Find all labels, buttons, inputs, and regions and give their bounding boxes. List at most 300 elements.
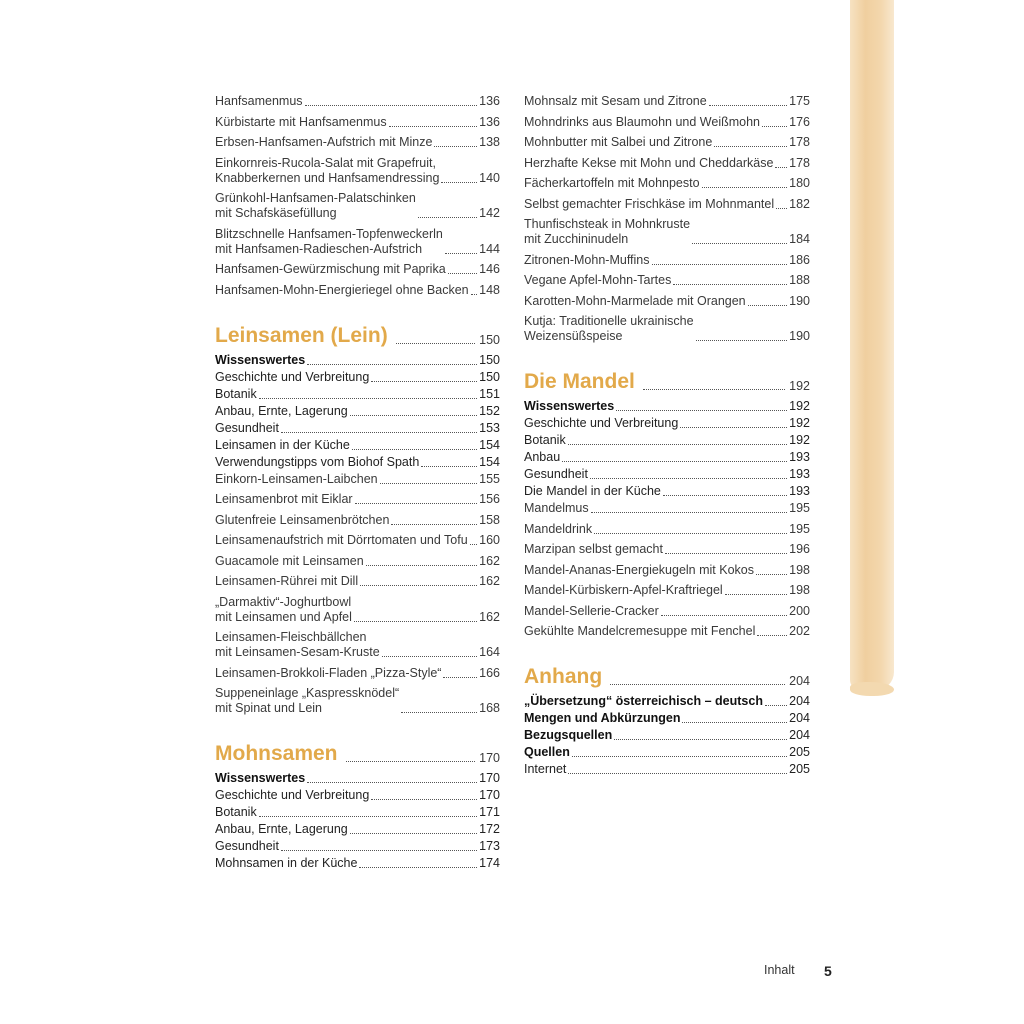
page-ref: 146 bbox=[479, 262, 500, 276]
page-ref: 138 bbox=[479, 135, 500, 149]
section-heading bbox=[524, 665, 810, 689]
page-ref: 193 bbox=[789, 484, 810, 498]
page-ref: 162 bbox=[479, 574, 500, 588]
entry-title-line: Quellen bbox=[524, 745, 570, 759]
entry-title-line: Erbsen-Hanfsamen-Aufstrich mit Minze bbox=[215, 135, 433, 149]
page-ref: 186 bbox=[789, 252, 810, 267]
entry-title bbox=[524, 115, 760, 130]
toc-entry[interactable] bbox=[524, 197, 810, 212]
page-ref: 190 bbox=[789, 293, 810, 308]
page-number: 5 bbox=[824, 963, 832, 979]
page-ref: 170 bbox=[479, 751, 500, 765]
entry-title-line: Einkornreis-Rucola-Salat mit Grapefruit, bbox=[215, 155, 436, 170]
page-ref: 196 bbox=[789, 542, 810, 556]
dot-leader bbox=[709, 105, 787, 106]
toc-subentry[interactable] bbox=[215, 856, 500, 871]
entry-title bbox=[215, 404, 348, 419]
dot-leader bbox=[259, 816, 477, 817]
entry-title bbox=[524, 728, 612, 743]
toc-entry[interactable] bbox=[215, 595, 500, 625]
page-ref: 204 bbox=[789, 728, 810, 742]
dot-leader bbox=[776, 208, 787, 209]
entry-title bbox=[215, 472, 378, 487]
page-ref: 205 bbox=[789, 745, 810, 759]
toc-right-column bbox=[524, 94, 810, 779]
page-ref: 178 bbox=[789, 135, 810, 149]
entry-title-line: Herzhafte Kekse mit Mohn und Cheddarkäse bbox=[524, 155, 774, 170]
toc-entry[interactable] bbox=[524, 294, 810, 309]
entry-title bbox=[524, 745, 570, 760]
toc-entry[interactable] bbox=[524, 542, 810, 557]
entry-title bbox=[215, 805, 257, 820]
toc-subentry[interactable] bbox=[524, 728, 810, 743]
entry-title bbox=[215, 595, 352, 625]
entry-title bbox=[524, 484, 661, 499]
entry-title-line: Leinsamen-Rührei mit Dill bbox=[215, 574, 359, 588]
page-ref: 170 bbox=[479, 788, 500, 802]
dot-leader bbox=[307, 782, 477, 783]
page-ref: 192 bbox=[789, 379, 810, 393]
entry-title bbox=[524, 542, 663, 557]
dot-leader bbox=[568, 773, 787, 774]
entry-title-line: Botanik bbox=[215, 805, 257, 819]
entry-title-line: „Übersetzung“ österreichisch – deutsch bbox=[524, 694, 763, 708]
entry-title-line: Glutenfreie Leinsamenbrötchen bbox=[215, 512, 390, 527]
page-ref: 164 bbox=[479, 645, 500, 659]
toc-subentry[interactable] bbox=[215, 387, 500, 402]
dot-leader bbox=[775, 167, 787, 168]
dot-leader bbox=[350, 833, 477, 834]
dot-leader bbox=[443, 677, 477, 678]
entry-title-line: Wissenswertes bbox=[215, 352, 306, 367]
entry-title bbox=[524, 416, 678, 431]
entry-title bbox=[215, 771, 305, 786]
entry-title bbox=[524, 711, 680, 726]
entry-title bbox=[215, 686, 399, 716]
toc-entry[interactable] bbox=[215, 513, 500, 528]
entry-title-line: Leinsamenbrot mit Eiklar bbox=[215, 492, 353, 506]
dot-leader bbox=[352, 449, 477, 450]
toc-subentry[interactable] bbox=[215, 839, 500, 854]
entry-title-line: Mohndrinks aus Blaumohn und Weißmohn bbox=[524, 114, 761, 129]
page-ref: 150 bbox=[479, 352, 500, 367]
entry-title bbox=[215, 492, 353, 507]
entry-title bbox=[215, 262, 446, 277]
entry-title-line: Die Mandel in der Küche bbox=[524, 484, 661, 498]
toc-entry[interactable] bbox=[524, 604, 810, 619]
entry-title bbox=[215, 574, 358, 589]
entry-title-line: Verwendungstipps vom Biohof Spath bbox=[215, 454, 420, 469]
page-ref: 173 bbox=[479, 839, 500, 853]
entry-title-line: Internet bbox=[524, 762, 567, 776]
entry-title bbox=[524, 197, 774, 212]
dot-leader bbox=[421, 466, 477, 467]
toc-entry[interactable] bbox=[215, 262, 500, 277]
toc-entry[interactable] bbox=[215, 686, 500, 716]
dot-leader bbox=[418, 217, 477, 218]
dot-leader bbox=[259, 398, 477, 399]
dot-leader bbox=[652, 264, 788, 265]
toc-entry[interactable] bbox=[215, 227, 500, 257]
dot-leader bbox=[382, 656, 477, 657]
entry-title bbox=[215, 227, 443, 257]
toc-entry[interactable] bbox=[215, 492, 500, 507]
entry-title bbox=[524, 694, 763, 709]
entry-title-line: Leinsamenaufstrich mit Dörrtomaten und Tofu bbox=[215, 533, 468, 547]
dot-leader bbox=[448, 273, 478, 274]
toc-subentry[interactable] bbox=[524, 762, 810, 777]
entry-title bbox=[215, 191, 416, 221]
entry-title bbox=[215, 387, 257, 402]
entry-title-line: Mohnbutter mit Salbei und Zitrone bbox=[524, 135, 713, 149]
entry-title bbox=[215, 630, 380, 660]
page-ref: 150 bbox=[479, 369, 500, 384]
toc-entry[interactable] bbox=[524, 94, 810, 109]
dot-leader bbox=[380, 483, 478, 484]
toc-subentry[interactable] bbox=[215, 788, 500, 803]
entry-title-line: Mandel-Sellerie-Cracker bbox=[524, 603, 659, 618]
toc-entry[interactable] bbox=[524, 624, 810, 639]
dot-leader bbox=[281, 850, 477, 851]
page-ref: 180 bbox=[789, 176, 810, 190]
page-ref: 192 bbox=[789, 399, 810, 413]
page-ref: 162 bbox=[479, 553, 500, 568]
toc-entry[interactable] bbox=[215, 472, 500, 487]
dot-leader bbox=[470, 544, 477, 545]
page-ref: 192 bbox=[789, 433, 810, 447]
dot-leader bbox=[614, 739, 787, 740]
entry-title bbox=[215, 822, 348, 837]
entry-title-line: Weizensüßspeise bbox=[524, 329, 623, 343]
entry-title-line: Mandel-Kürbiskern-Apfel-Kraftriegel bbox=[524, 583, 723, 597]
entry-title bbox=[524, 156, 773, 171]
entry-title-line: Marzipan selbst gemacht bbox=[524, 542, 663, 556]
entry-title bbox=[524, 294, 746, 309]
dot-leader bbox=[360, 585, 477, 586]
dot-leader bbox=[281, 432, 477, 433]
entry-title-line: Mohnsamen in der Küche bbox=[215, 856, 358, 870]
entry-title bbox=[524, 762, 566, 777]
dot-leader bbox=[725, 594, 787, 595]
dot-leader bbox=[366, 565, 477, 566]
page-ref: 160 bbox=[479, 533, 500, 547]
entry-title bbox=[215, 438, 350, 453]
toc-entry[interactable] bbox=[215, 666, 500, 681]
entry-title bbox=[524, 314, 694, 344]
entry-title-line: Mandel-Ananas-Energiekugeln mit Kokos bbox=[524, 562, 754, 577]
toc-entry[interactable] bbox=[215, 135, 500, 150]
entry-title-line: Geschichte und Verbreitung bbox=[215, 369, 370, 384]
dot-leader bbox=[748, 305, 788, 306]
toc-entry[interactable] bbox=[215, 191, 500, 221]
section-title: Leinsamen (Lein) bbox=[215, 323, 388, 347]
dot-leader bbox=[371, 381, 477, 382]
dot-leader bbox=[594, 533, 787, 534]
dot-leader bbox=[359, 867, 477, 868]
dot-leader bbox=[355, 503, 478, 504]
page-ref: 198 bbox=[789, 562, 810, 577]
toc-left-column bbox=[215, 94, 500, 873]
entry-title-line: Suppeneinlage „Kaspressknödel“ bbox=[215, 686, 400, 700]
toc-subentry[interactable] bbox=[524, 745, 810, 760]
page-ref: 192 bbox=[789, 416, 810, 430]
toc-subentry[interactable] bbox=[524, 399, 810, 414]
entry-title-line: mit Hanfsamen-Radieschen-Aufstrich bbox=[215, 241, 423, 256]
toc-entry[interactable] bbox=[524, 501, 810, 516]
toc-entry[interactable] bbox=[524, 273, 810, 288]
entry-title bbox=[524, 501, 589, 516]
entry-title-line: Botanik bbox=[524, 433, 566, 447]
footer-label: Inhalt bbox=[764, 963, 795, 977]
toc-subentry[interactable] bbox=[524, 694, 810, 709]
entry-title-line: Gesundheit bbox=[215, 420, 279, 435]
entry-title-line: Leinsamen-Brokkoli-Fladen „Pizza-Style“ bbox=[215, 665, 442, 680]
page-ref: 198 bbox=[789, 583, 810, 597]
entry-title-line: mit Schafskäsefüllung bbox=[215, 206, 337, 220]
page-ref: 200 bbox=[789, 603, 810, 618]
toc-entry[interactable] bbox=[524, 583, 810, 598]
entry-title bbox=[215, 421, 279, 436]
entry-title bbox=[215, 856, 357, 871]
dot-leader bbox=[610, 684, 785, 685]
toc-entry[interactable] bbox=[215, 156, 500, 186]
dot-leader bbox=[696, 340, 788, 341]
dot-leader bbox=[665, 553, 787, 554]
entry-title bbox=[524, 253, 650, 268]
entry-title-line: „Darmaktiv“-Joghurtbowl bbox=[215, 594, 352, 609]
dot-leader bbox=[354, 621, 477, 622]
entry-title bbox=[524, 399, 614, 414]
entry-title bbox=[524, 94, 707, 109]
entry-title-line: Zitronen-Mohn-Muffins bbox=[524, 252, 650, 267]
dot-leader bbox=[346, 761, 476, 762]
entry-title bbox=[524, 522, 592, 537]
decorative-brush-stroke bbox=[850, 0, 894, 690]
page-ref: 204 bbox=[789, 674, 810, 688]
entry-title bbox=[524, 135, 712, 150]
dot-leader bbox=[714, 146, 787, 147]
toc-subentry[interactable] bbox=[524, 711, 810, 726]
entry-title-line: Einkorn-Leinsamen-Laibchen bbox=[215, 471, 378, 486]
entry-title-line: Leinsamen in der Küche bbox=[215, 437, 350, 452]
dot-leader bbox=[562, 461, 787, 462]
entry-title-line: Leinsamen-Fleischbällchen bbox=[215, 630, 367, 644]
dot-leader bbox=[401, 712, 477, 713]
toc-entry[interactable] bbox=[215, 94, 500, 109]
entry-title-line: Wissenswertes bbox=[524, 399, 615, 413]
toc-subentry[interactable] bbox=[524, 416, 810, 431]
toc-subentry[interactable] bbox=[215, 421, 500, 436]
entry-title bbox=[215, 370, 369, 385]
entry-title bbox=[215, 839, 279, 854]
toc-subentry[interactable] bbox=[215, 822, 500, 837]
dot-leader bbox=[445, 253, 477, 254]
page-ref: 158 bbox=[479, 512, 500, 527]
page-ref: 144 bbox=[479, 241, 500, 256]
dot-leader bbox=[663, 495, 787, 496]
dot-leader bbox=[307, 364, 477, 365]
toc-entry[interactable] bbox=[215, 283, 500, 298]
entry-title-line: Guacamole mit Leinsamen bbox=[215, 553, 364, 568]
toc-entry[interactable] bbox=[215, 554, 500, 569]
entry-title bbox=[215, 533, 468, 548]
entry-title-line: Mengen und Abkürzungen bbox=[524, 711, 681, 725]
toc-entry[interactable] bbox=[524, 314, 810, 344]
entry-title-line: Fächerkartoffeln mit Mohnpesto bbox=[524, 176, 700, 190]
entry-title bbox=[215, 156, 439, 186]
dot-leader bbox=[389, 126, 478, 127]
dot-leader bbox=[371, 799, 477, 800]
toc-entry[interactable] bbox=[215, 574, 500, 589]
entry-title-line: Anbau, Ernte, Lagerung bbox=[215, 403, 348, 418]
entry-title-line: Geschichte und Verbreitung bbox=[524, 416, 679, 430]
entry-title bbox=[215, 666, 441, 681]
page-ref: 204 bbox=[789, 694, 810, 708]
entry-title-line: Mohnsalz mit Sesam und Zitrone bbox=[524, 94, 707, 108]
entry-title-line: mit Leinsamen und Apfel bbox=[215, 609, 352, 624]
entry-title bbox=[524, 563, 754, 578]
dot-leader bbox=[441, 182, 477, 183]
entry-title-line: Mandeldrink bbox=[524, 521, 593, 536]
dot-leader bbox=[643, 389, 785, 390]
toc-entry[interactable] bbox=[524, 135, 810, 150]
dot-leader bbox=[391, 524, 477, 525]
entry-title bbox=[215, 788, 369, 803]
page-ref: 205 bbox=[789, 762, 810, 776]
page-ref: 152 bbox=[479, 403, 500, 418]
page-ref: 178 bbox=[789, 155, 810, 170]
dot-leader bbox=[682, 722, 787, 723]
entry-title-line: Bezugsquellen bbox=[524, 728, 613, 742]
page-ref: 188 bbox=[789, 273, 810, 287]
entry-title bbox=[524, 450, 560, 465]
entry-title-line: Grünkohl-Hanfsamen-Palatschinken bbox=[215, 191, 416, 205]
toc-subentry[interactable] bbox=[524, 450, 810, 465]
toc-subentry[interactable] bbox=[215, 771, 500, 786]
dot-leader bbox=[568, 444, 787, 445]
page-ref: 195 bbox=[789, 501, 810, 515]
page-ref: 154 bbox=[479, 437, 500, 452]
entry-title bbox=[524, 604, 659, 619]
entry-title bbox=[524, 583, 723, 598]
toc-entry[interactable] bbox=[524, 176, 810, 191]
page-ref: 170 bbox=[479, 771, 500, 785]
page-ref: 193 bbox=[789, 450, 810, 464]
entry-title bbox=[215, 353, 305, 368]
dot-leader bbox=[471, 294, 478, 295]
entry-title-line: Hanfsamen-Mohn-Energieriegel ohne Backen bbox=[215, 282, 469, 297]
toc-subentry[interactable] bbox=[524, 467, 810, 482]
entry-title bbox=[524, 624, 755, 639]
toc-entry[interactable] bbox=[524, 217, 810, 247]
entry-title-line: Kürbistarte mit Hanfsamenmus bbox=[215, 114, 387, 129]
dot-leader bbox=[396, 343, 475, 344]
page-ref: 136 bbox=[479, 114, 500, 129]
toc-subentry[interactable] bbox=[215, 370, 500, 385]
dot-leader bbox=[591, 512, 788, 513]
entry-title-line: Gekühlte Mandelcremesuppe mit Fenchel bbox=[524, 624, 756, 638]
toc-entry[interactable] bbox=[215, 630, 500, 660]
entry-title-line: Wissenswertes bbox=[215, 771, 306, 785]
page-ref: 202 bbox=[789, 624, 810, 638]
dot-leader bbox=[661, 615, 787, 616]
dot-leader bbox=[350, 415, 477, 416]
toc-subentry[interactable] bbox=[524, 484, 810, 499]
dot-leader bbox=[762, 126, 787, 127]
toc-entry[interactable] bbox=[524, 253, 810, 268]
page-ref: 172 bbox=[479, 822, 500, 836]
section-heading bbox=[215, 324, 500, 348]
dot-leader bbox=[756, 574, 787, 575]
entry-title-line: Botanik bbox=[215, 386, 257, 401]
entry-title bbox=[215, 283, 469, 298]
toc-subentry[interactable] bbox=[215, 805, 500, 820]
page-ref: 175 bbox=[789, 94, 810, 108]
entry-title bbox=[215, 115, 387, 130]
page-footer bbox=[764, 963, 832, 979]
dot-leader bbox=[765, 705, 787, 706]
toc-entry[interactable] bbox=[524, 156, 810, 171]
dot-leader bbox=[692, 243, 787, 244]
entry-title-line: Gesundheit bbox=[215, 839, 279, 853]
entry-title-line: Anbau bbox=[524, 450, 561, 464]
entry-title-line: Anbau, Ernte, Lagerung bbox=[215, 822, 348, 836]
toc-entry[interactable] bbox=[215, 115, 500, 130]
dot-leader bbox=[434, 146, 477, 147]
page-ref: 136 bbox=[479, 94, 500, 108]
toc-subentry[interactable] bbox=[215, 404, 500, 419]
entry-title bbox=[215, 455, 419, 470]
page-ref: 142 bbox=[479, 206, 500, 220]
toc-entry[interactable] bbox=[524, 115, 810, 130]
entry-title-line: Selbst gemachter Frischkäse im Mohnmantel bbox=[524, 196, 775, 211]
toc-subentry[interactable] bbox=[215, 353, 500, 368]
page-ref: 195 bbox=[789, 521, 810, 536]
dot-leader bbox=[572, 756, 787, 757]
entry-title bbox=[524, 433, 566, 448]
entry-title bbox=[524, 273, 671, 288]
toc-entry[interactable] bbox=[524, 522, 810, 537]
page-ref: 182 bbox=[789, 196, 810, 211]
entry-title bbox=[215, 554, 364, 569]
page-ref: 168 bbox=[479, 701, 500, 715]
entry-title bbox=[524, 176, 700, 191]
toc-subentry[interactable] bbox=[524, 433, 810, 448]
page-ref: 155 bbox=[479, 471, 500, 486]
entry-title-line: Kutja: Traditionelle ukrainische bbox=[524, 314, 694, 328]
toc-subentry[interactable] bbox=[215, 438, 500, 453]
toc-entry[interactable] bbox=[215, 533, 500, 548]
section-heading bbox=[215, 742, 500, 766]
dot-leader bbox=[305, 105, 478, 106]
toc-entry[interactable] bbox=[524, 563, 810, 578]
page-ref: 154 bbox=[479, 454, 500, 469]
page-ref: 140 bbox=[479, 170, 500, 185]
page-ref: 151 bbox=[479, 386, 500, 401]
toc-subentry[interactable] bbox=[215, 455, 500, 470]
page-ref: 153 bbox=[479, 420, 500, 435]
page-ref: 166 bbox=[479, 665, 500, 680]
entry-title-line: Gesundheit bbox=[524, 467, 588, 481]
entry-title-line: Blitzschnelle Hanfsamen-Topfenweckerln bbox=[215, 226, 443, 241]
entry-title-line: Thunfischsteak in Mohnkruste bbox=[524, 217, 691, 231]
entry-title-line: Hanfsamenmus bbox=[215, 94, 303, 108]
entry-title bbox=[215, 94, 303, 109]
dot-leader bbox=[673, 284, 787, 285]
section-title: Die Mandel bbox=[524, 370, 635, 393]
dot-leader bbox=[702, 187, 788, 188]
dot-leader bbox=[757, 635, 787, 636]
